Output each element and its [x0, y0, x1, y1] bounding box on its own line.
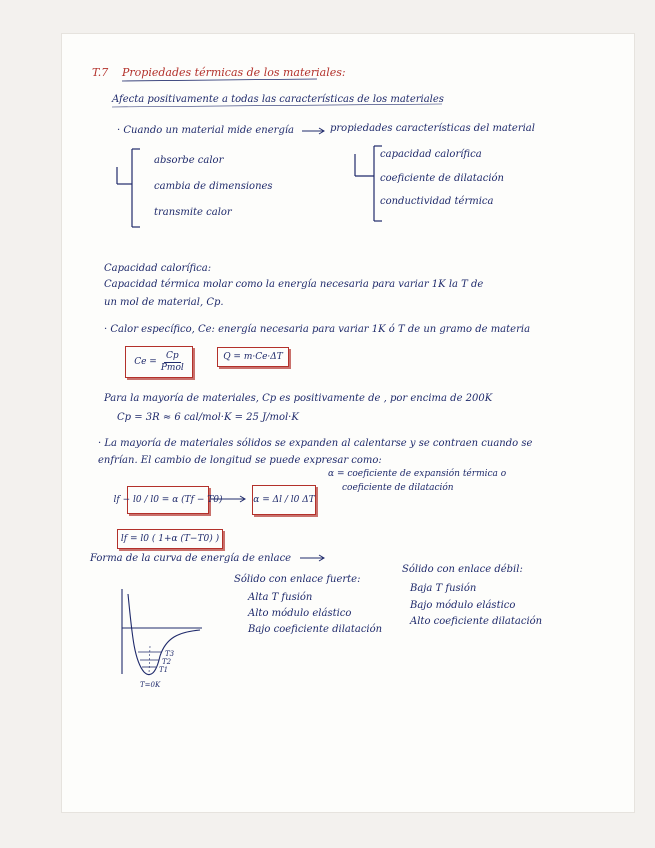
absorb-left-item: transmite calor [154, 207, 232, 218]
formula-numerator: Cp [165, 350, 179, 361]
weak-bond-title: Sólido con enlace débil: [402, 564, 523, 575]
curve-label: T=0K [140, 681, 161, 689]
cp-note: Para la mayoría de materiales, Cp es positivamente de , por encima de 200K [104, 393, 493, 404]
formula-denominator: Pmol [160, 362, 184, 373]
intro-text: Afecta positivamente a todas las características de los materiales [112, 94, 444, 105]
curve-label: T2 [162, 658, 172, 666]
curve-label: T3 [165, 650, 175, 658]
alpha-note: α = coeficiente de expansión térmica o [328, 469, 507, 479]
weak-bond-item: Baja T fusión [410, 583, 477, 594]
strong-bond-item: Bajo coeficiente dilatación [248, 624, 383, 635]
cp-value: Cp = 3R ≈ 6 cal/mol·K = 25 J/mol·K [117, 412, 299, 423]
specific-heat-line: · Calor específico, Ce: energía necesaria para variar 1K ó T de un gramo de materia [104, 324, 531, 335]
section-number: T.7 [92, 66, 109, 79]
capacity-title: Capacidad calorífica: [104, 263, 212, 274]
page-title: Propiedades térmicas de los materiales: [122, 66, 346, 79]
heat-formula-box: Q = m·Ce·ΔT [217, 347, 289, 367]
notebook-page [62, 34, 634, 812]
absorb-line: · Cuando un material mide energía [117, 125, 295, 136]
dilatation-formula-box: lf − l0 / l0 = α (Tf − T0) [127, 486, 209, 514]
capacity-line: un mol de material, Cp. [104, 297, 224, 308]
formula-lhs: Ce = [134, 357, 157, 367]
strong-bond-item: Alta T fusión [248, 592, 313, 603]
absorb-right-item: capacidad calorífica [380, 149, 482, 160]
alpha-note: coeficiente de dilatación [342, 483, 454, 493]
final-length-formula-box: lf = l0 ( 1+α (T−T0) ) [117, 529, 223, 549]
dilatation-line: enfrían. El cambio de longitud se puede expresar como: [98, 455, 382, 466]
capacity-line: Capacidad térmica molar como la energía necesaria para variar 1K la T de [104, 279, 484, 290]
absorb-right-item: conductividad térmica [380, 196, 494, 207]
weak-bond-item: Alto coeficiente dilatación [410, 616, 543, 627]
specific-heat-formula-box [125, 346, 193, 378]
alpha-formula-box: α = Δl / l0 ΔT [252, 485, 316, 515]
absorb-arrow-target: propiedades características del material [330, 123, 535, 134]
formula-fraction [161, 351, 184, 374]
strong-bond-title: Sólido con enlace fuerte: [234, 574, 361, 585]
absorb-left-item: absorbe calor [154, 155, 224, 166]
absorb-right-item: coeficiente de dilatación [380, 173, 504, 184]
absorb-left-item: cambia de dimensiones [154, 181, 273, 192]
dilatation-line: · La mayoría de materiales sólidos se expanden al calentarse y se contraen cuando se [98, 438, 533, 449]
strong-bond-item: Alto módulo elástico [248, 608, 352, 619]
curve-label: T1 [159, 666, 169, 674]
weak-bond-item: Bajo módulo elástico [410, 600, 516, 611]
curve-title: Forma de la curva de energía de enlace [90, 553, 292, 564]
